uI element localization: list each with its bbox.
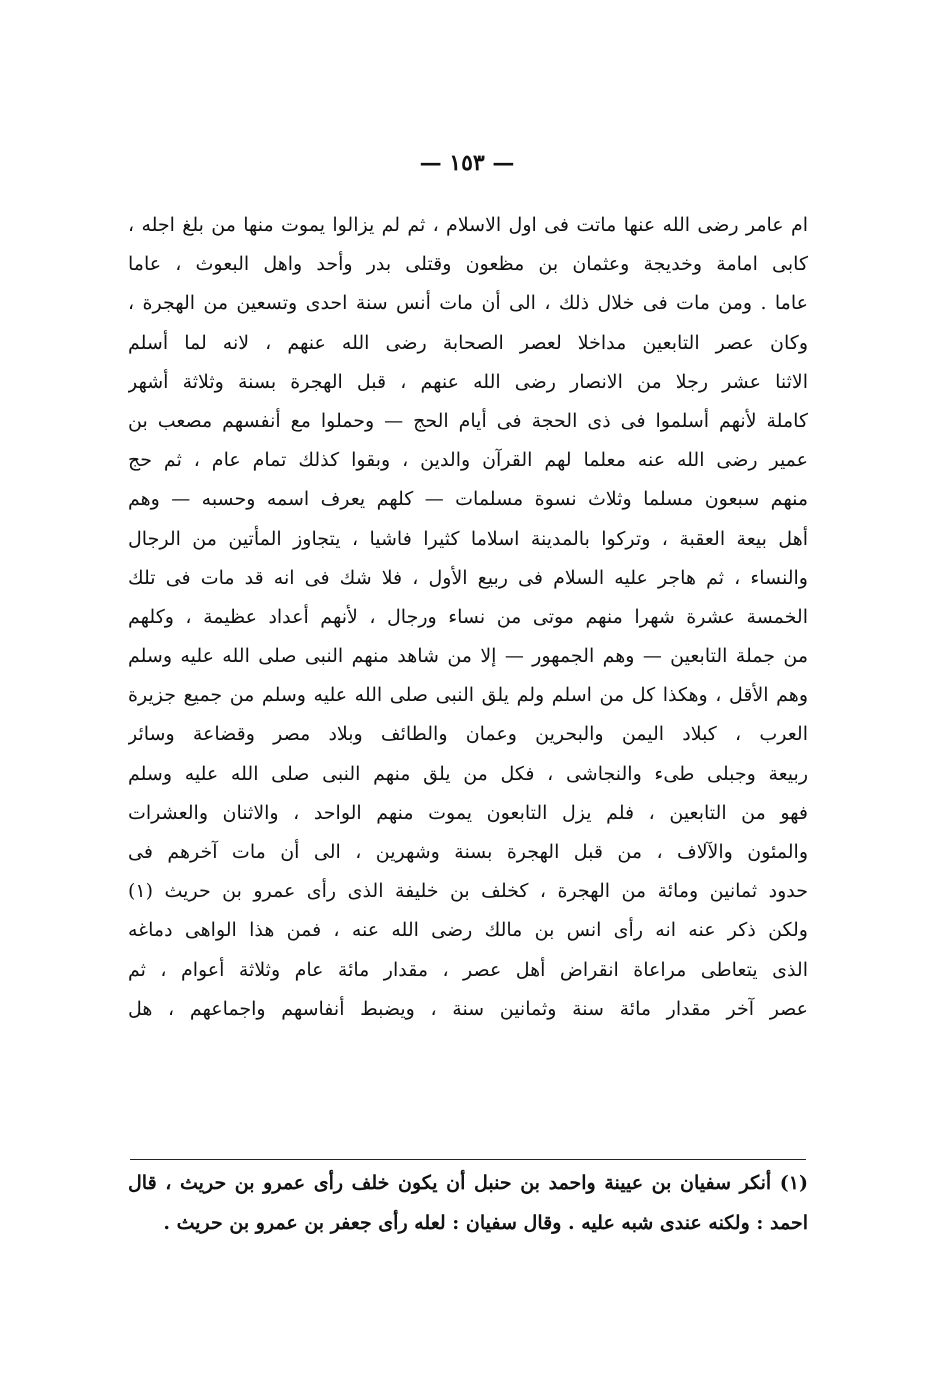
text-line: عاما . ومن مات فى خلال ذلك ، الى أن مات أنس سنة احدى وتسعين من الهجرة ، — [128, 292, 808, 315]
text-line: فهو من التابعين ، فلم يزل التابعون يموت منهم الواحد ، والاثنان والعشرات — [128, 801, 808, 824]
footnote-line: (١) أنكر سفيان بن عيينة واحمد بن حنبل أن يكون خلف رأى عمرو بن حريث ، قال — [128, 1172, 808, 1194]
page-number: — ١٥٣ — — [419, 150, 515, 176]
text-line: وكان عصر التابعين مداخلا لعصر الصحابة رضى الله عنهم ، لانه لما أسلم — [128, 331, 808, 354]
text-line: كاملة لأنهم أسلموا فى ذى الحجة فى أيام الحج — وحملوا مع أنفسهم مصعب بن — [128, 409, 808, 432]
text-line: أهل بيعة العقبة ، وتركوا بالمدينة اسلاما كثيرا فاشيا ، يتجاوز المأتين من الرجال — [128, 527, 808, 550]
text-line: ولكن ذكر عنه انه رأى انس بن مالك رضى الله عنه ، فمن هذا الواهى دماغه — [128, 919, 808, 942]
text-line: عمير رضى الله عنه معلما لهم القرآن والدين ، وبقوا كذلك تمام عام ، ثم حج — [128, 449, 808, 472]
text-line: والمئون والآلاف ، من قبل الهجرة بسنة وشهرين ، الى أن مات آخرهم فى — [128, 841, 808, 863]
text-line: والنساء ، ثم هاجر عليه السلام فى ربيع الأول ، فلا شك فى انه قد مات فى تلك — [128, 566, 808, 589]
footnote-divider — [130, 1159, 806, 1160]
text-line: منهم سبعون مسلما وثلاث نسوة مسلمات — كلهم يعرف اسمه وحسبه — وهم — [128, 488, 808, 511]
text-line: ربيعة وجبلى طىء والنجاشى ، فكل من يلق منهم النبى صلى الله عليه وسلم — [128, 762, 808, 785]
text-line: الخمسة عشرة شهرا منهم موتى من نساء ورجال ، لأنهم أعداد عظيمة ، وكلهم — [128, 605, 808, 628]
footnote-line: احمد : ولكنه عندى شبه عليه . وقال سفيان : لعله رأى جعفر بن عمرو بن حريث . — [163, 1212, 808, 1234]
text-line: الذى يتعاطى مراعاة انقراض أهل عصر ، مقدار مائة عام وثلاثة أعوام ، ثم — [128, 958, 808, 981]
text-line: ام عامر رضى الله عنها ماتت فى اول الاسلام ، ثم لم يزالوا يموت منها من بلغ اجله ، — [128, 214, 808, 236]
text-line: وهم الأقل ، وهكذا كل من اسلم ولم يلق النبى صلى الله عليه وسلم من جميع جزيرة — [128, 684, 808, 707]
text-line: حدود ثمانين ومائة من الهجرة ، كخلف بن خليفة الذى رأى عمرو بن حريث (١) — [128, 880, 808, 903]
text-line: من جملة التابعين — وهم الجمهور — إلا من شاهد منهم النبى صلى الله عليه وسلم — [128, 645, 808, 668]
main-text — [128, 206, 808, 1029]
footnotes — [128, 1163, 808, 1243]
text-line: كابى امامة وخديجة وعثمان بن مظعون وقتلى بدر وأحد واهل البعوث ، عاما — [128, 253, 808, 276]
text-line: الاثنا عشر رجلا من الانصار رضى الله عنهم ، قبل الهجرة بسنة وثلاثة أشهر — [128, 370, 808, 393]
text-line: العرب ، كبلاد اليمن والبحرين وعمان والطائف وبلاد مصر وقضاعة وسائر — [128, 723, 808, 746]
text-line: عصر آخر مقدار مائة سنة وثمانين سنة ، ويضبط أنفاسهم واجماعهم ، هل — [128, 997, 808, 1020]
